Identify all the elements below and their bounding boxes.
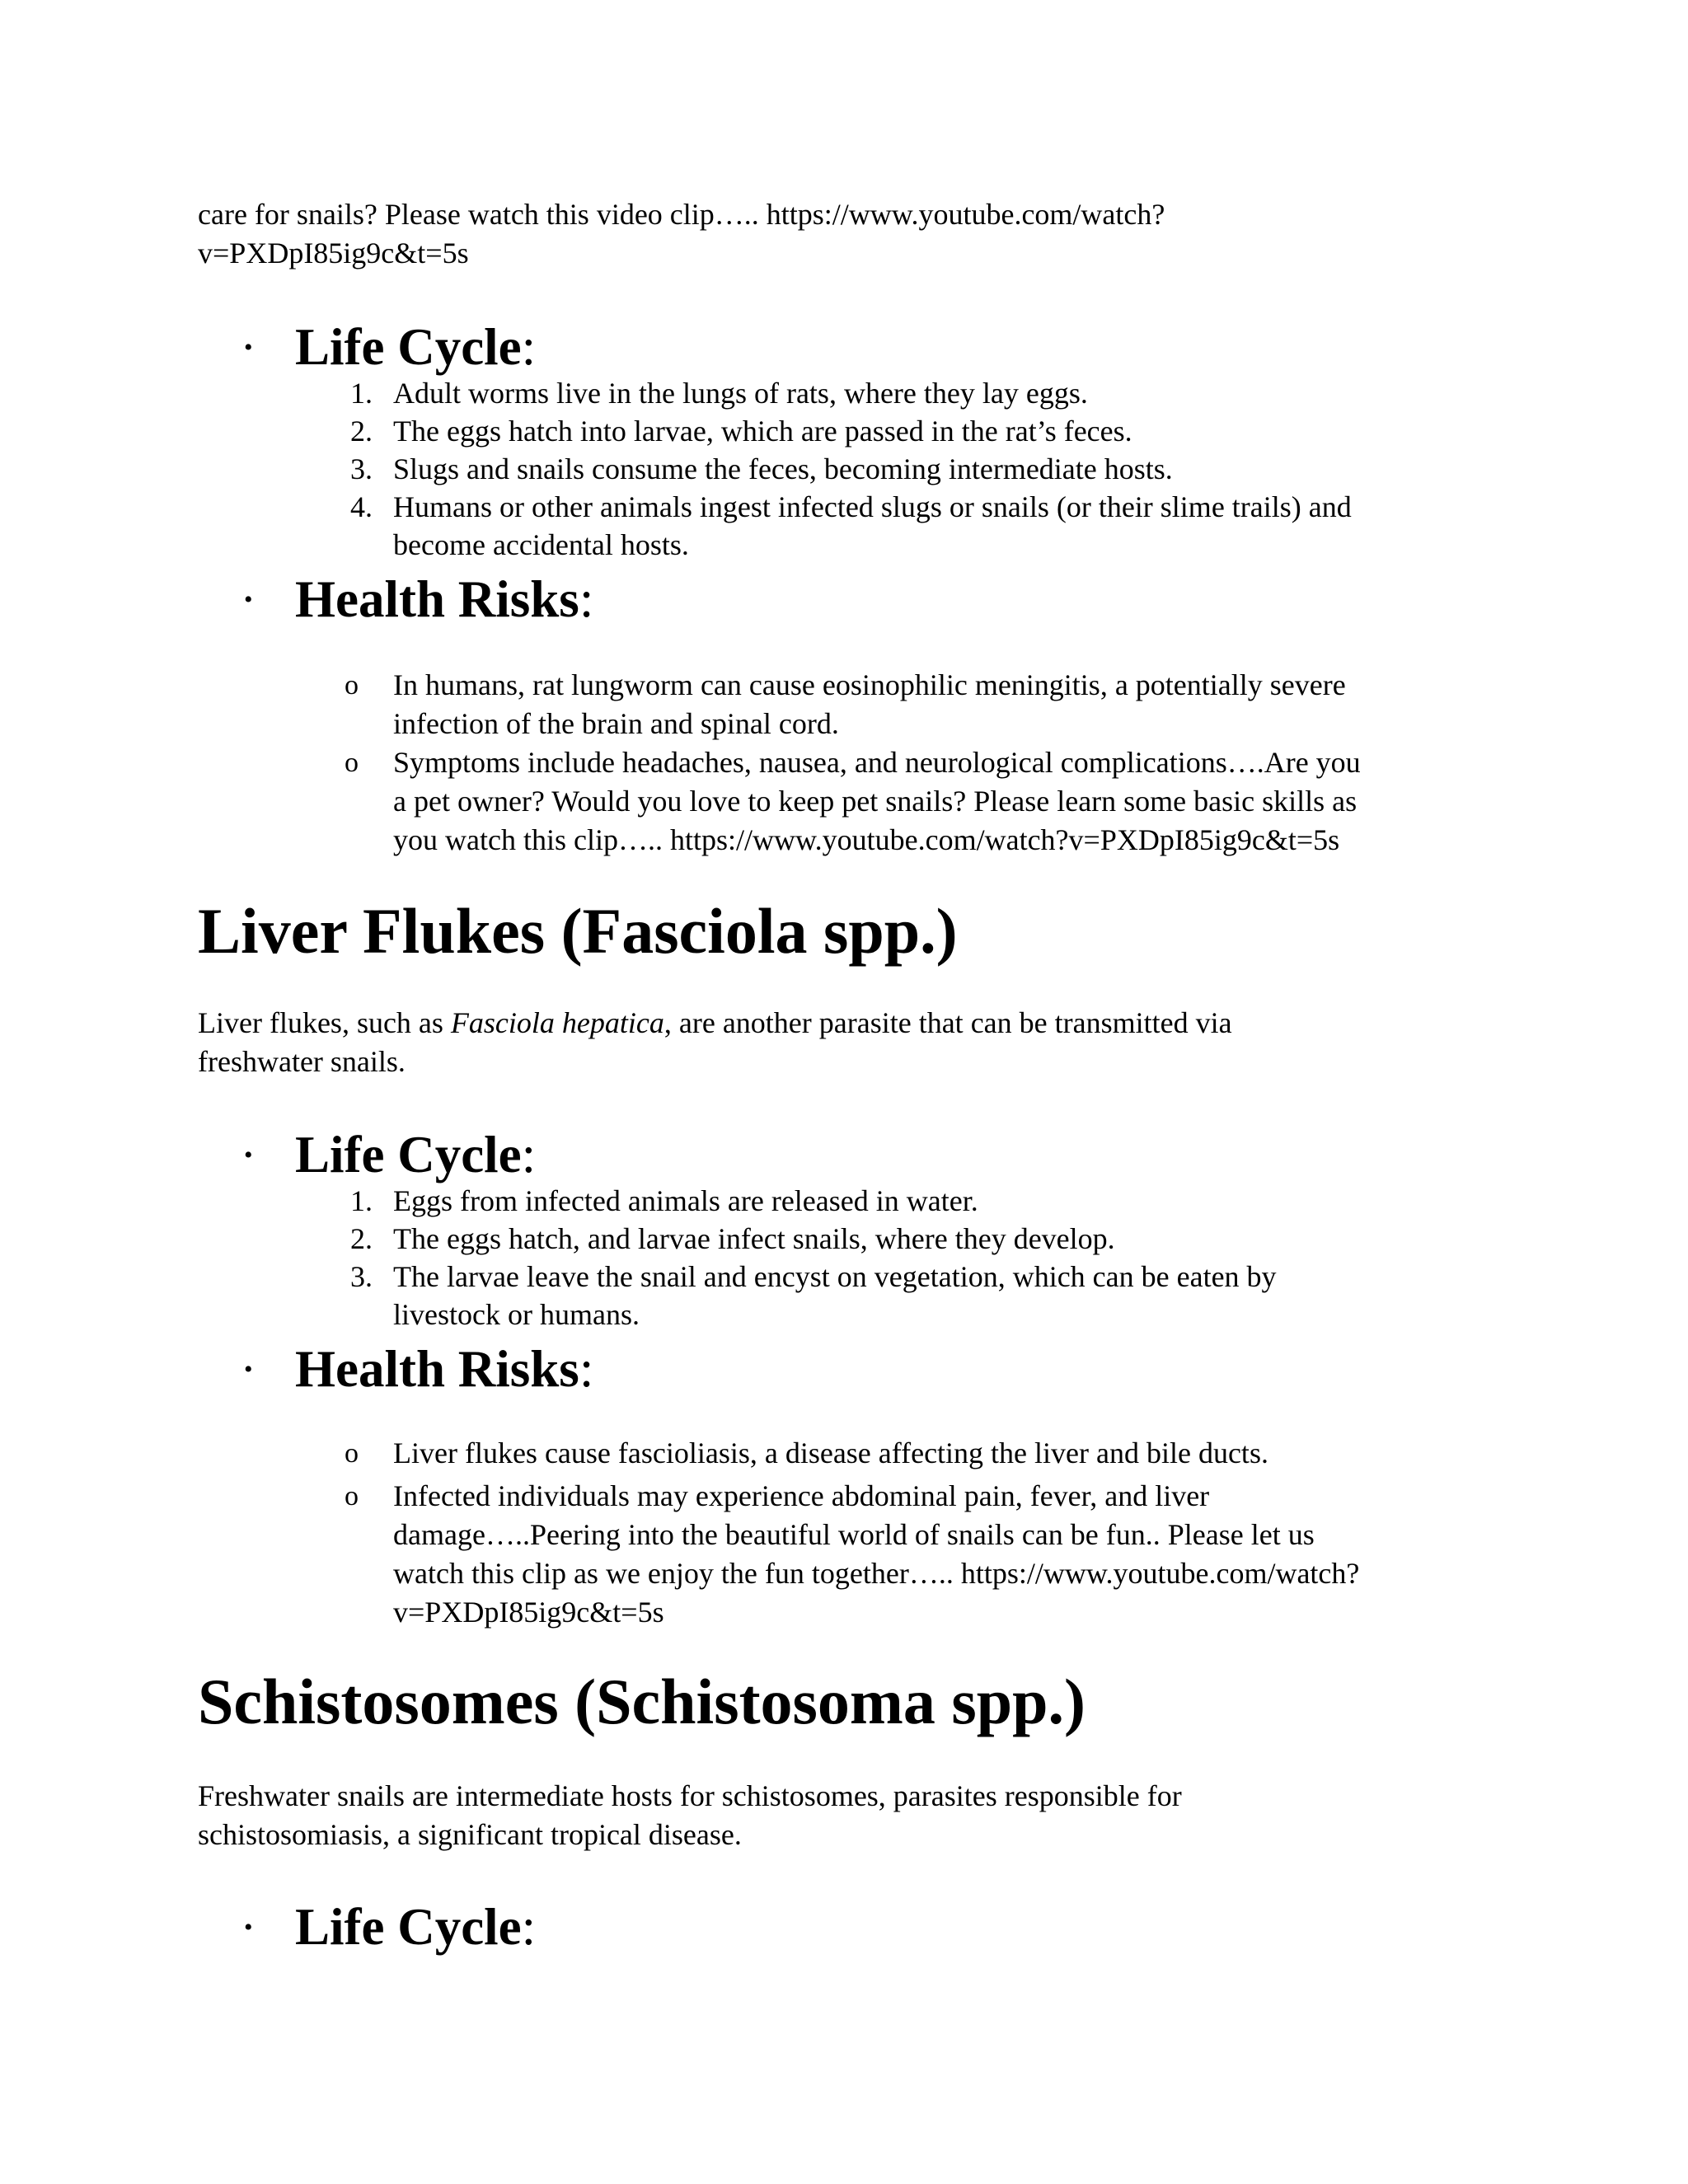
- list-item: Slugs and snails consume the feces, becoming intermediate hosts.: [393, 452, 1173, 485]
- list-number: 2.: [350, 1222, 373, 1255]
- health-risks-heading: Health Risks:: [295, 1340, 594, 1398]
- schistosomes-intro-line-1: Freshwater snails are intermediate hosts for schistosomes, parasites responsible for: [198, 1779, 1182, 1812]
- list-item-continuation: damage…..Peering into the beautiful world of snails can be fun.. Please let us: [393, 1518, 1315, 1551]
- list-item: The eggs hatch, and larvae infect snails, where they develop.: [393, 1222, 1115, 1255]
- life-cycle-heading: Life Cycle:: [295, 1126, 537, 1183]
- list-item-continuation: infection of the brain and spinal cord.: [393, 707, 839, 740]
- liver-flukes-intro-line-2: freshwater snails.: [198, 1045, 406, 1078]
- list-item: Liver flukes cause fascioliasis, a disease affecting the liver and bile ducts.: [393, 1436, 1268, 1469]
- intro-line-1: care for snails? Please watch this video clip….. https://www.youtube.com/watch?: [198, 198, 1165, 231]
- list-item-continuation: you watch this clip….. https://www.youtube.com/watch?v=PXDpI85ig9c&t=5s: [393, 823, 1340, 856]
- list-item: Eggs from infected animals are released in water.: [393, 1184, 978, 1217]
- list-item: Infected individuals may experience abdominal pain, fever, and liver: [393, 1479, 1210, 1512]
- health-risks-heading: Health Risks:: [295, 570, 594, 628]
- bullet-icon: •: [244, 586, 253, 613]
- circle-bullet-icon: o: [345, 670, 359, 701]
- life-cycle-heading: Life Cycle:: [295, 318, 537, 376]
- list-item: The eggs hatch into larvae, which are passed in the rat’s feces.: [393, 415, 1132, 448]
- list-number: 4.: [350, 490, 373, 523]
- list-number: 1.: [350, 1184, 373, 1217]
- list-item-continuation: watch this clip as we enjoy the fun together….. https://www.youtube.com/watch?: [393, 1557, 1360, 1590]
- list-number: 3.: [350, 1260, 373, 1293]
- list-item-continuation: v=PXDpI85ig9c&t=5s: [393, 1596, 664, 1629]
- list-item: Symptoms include headaches, nausea, and neurological complications….Are you: [393, 746, 1361, 779]
- list-item-continuation: a pet owner? Would you love to keep pet snails? Please learn some basic skills as: [393, 785, 1357, 818]
- circle-bullet-icon: o: [345, 748, 359, 778]
- list-number: 1.: [350, 377, 373, 410]
- bullet-icon: •: [244, 1914, 253, 1941]
- list-item: Adult worms live in the lungs of rats, where they lay eggs.: [393, 377, 1088, 410]
- list-item: In humans, rat lungworm can cause eosinophilic meningitis, a potentially severe: [393, 668, 1346, 701]
- list-item: Humans or other animals ingest infected slugs or snails (or their slime trails) and: [393, 490, 1352, 523]
- bullet-icon: •: [244, 334, 253, 361]
- list-item: The larvae leave the snail and encyst on vegetation, which can be eaten by: [393, 1260, 1277, 1293]
- bullet-icon: •: [244, 1356, 253, 1383]
- bullet-icon: •: [244, 1141, 253, 1169]
- schistosomes-intro-line-2: schistosomiasis, a significant tropical disease.: [198, 1818, 742, 1851]
- list-number: 2.: [350, 415, 373, 448]
- liver-flukes-intro-line-1: Liver flukes, such as Fasciola hepatica, are another parasite that can be transmitted via: [198, 1006, 1232, 1039]
- list-item-continuation: livestock or humans.: [393, 1298, 640, 1331]
- list-number: 3.: [350, 452, 373, 485]
- circle-bullet-icon: o: [345, 1438, 359, 1469]
- section-heading-liver-flukes: Liver Flukes (Fasciola spp.): [198, 895, 958, 967]
- intro-line-2: v=PXDpI85ig9c&t=5s: [198, 237, 469, 269]
- section-heading-schistosomes: Schistosomes (Schistosoma spp.): [198, 1666, 1085, 1737]
- life-cycle-heading: Life Cycle:: [295, 1898, 537, 1956]
- list-item-continuation: become accidental hosts.: [393, 528, 689, 561]
- circle-bullet-icon: o: [345, 1481, 359, 1511]
